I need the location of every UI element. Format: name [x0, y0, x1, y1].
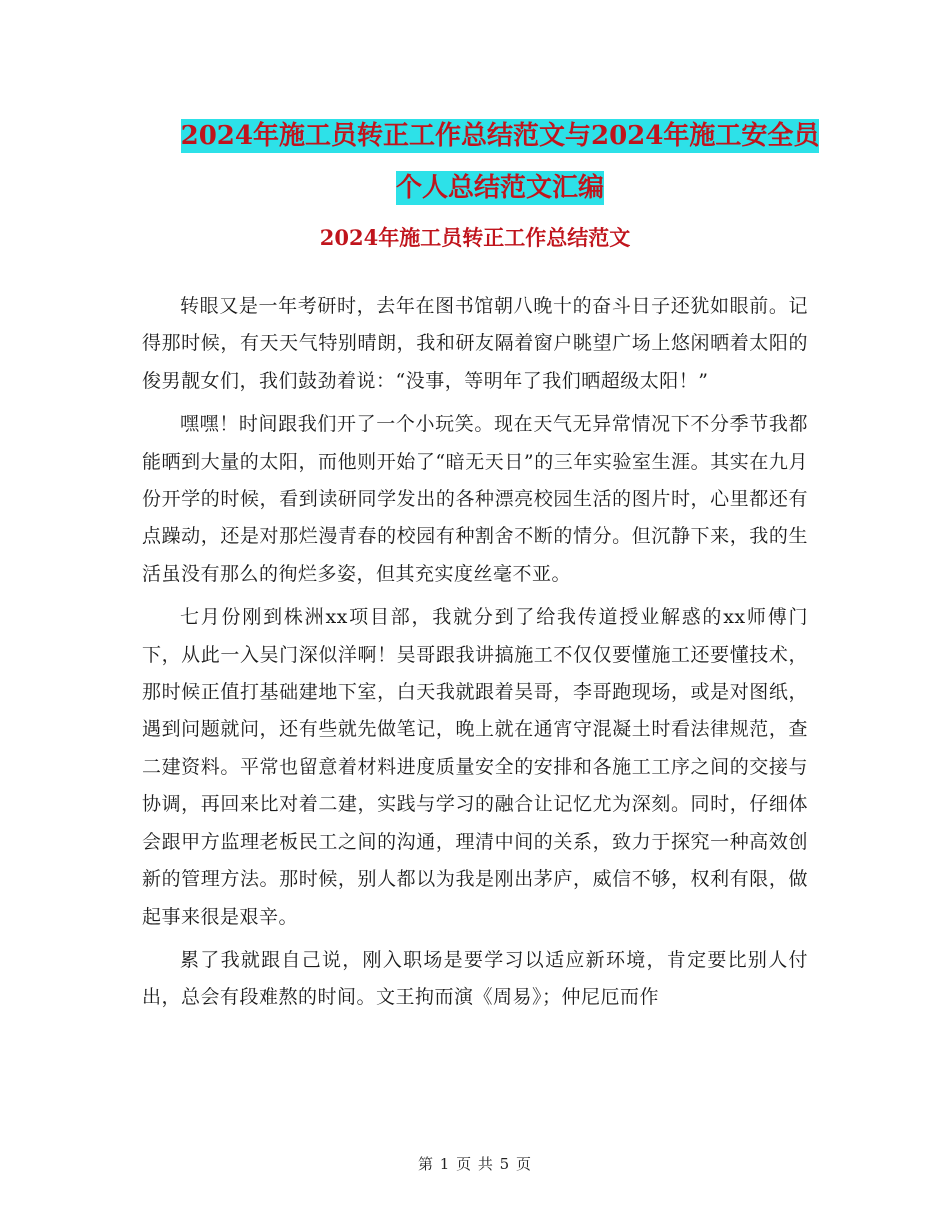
paragraph: 嘿嘿！时间跟我们开了一个小玩笑。现在天气无异常情况下不分季节我都能晒到大量的太阳，而他则开始了“暗无天日”的三年实验室生涯。其实在九月份开学的时候，看到读研同学发出的各种漂亮校园生活的图片时，心里都还有点躁动，还是对那烂漫青春的校园有种割舍不断的情分。但沉静下来，我的生活虽没有那么的徇烂多姿，但其充实度丝毫不亚。: [142, 413, 808, 585]
page-number-footer: 第 1 页 共 5 页: [418, 1155, 532, 1173]
paragraph: 七月份刚到株洲xx项目部，我就分到了给我传道授业解惑的xx师傅门下，从此一入吴门深似洋啊！吴哥跟我讲搞施工不仅仅要懂施工还要懂技术，那时候正值打基础建地下室，白天我就跟着吴哥，李哥跑现场，或是对图纸，遇到问题就问，还有些就先做笔记，晚上就在通宵守混凝土时看法律规范，查二建资料。平常也留意着材料进度质量安全的安排和各施工工序之间的交接与协调，再回来比对着二建，实践与学习的融合让记忆尤为深刻。同时，仔细体会跟甲方监理老板民工之间的沟通，理清中间的关系，致力于探究一种高效创新的管理方法。那时候，别人都以为我是刚出茅庐，威信不够，权利有限，做起事来很是艰辛。: [142, 606, 808, 928]
paragraph: 累了我就跟自己说，刚入职场是要学习以适应新环境，肯定要比别人付出，总会有段难熬的时间。文王拘而演《周易》；仲尼厄而作: [142, 948, 808, 1009]
paragraph: 转眼又是一年考研时，去年在图书馆朝八晚十的奋斗日子还犹如眼前。记得那时候，有天天气特别晴朗，我和研友隔着窗户眺望广场上悠闲晒着太阳的俊男靓女们，我们鼓劲着说：“没事，等明年了我们晒超级太阳！”: [142, 295, 808, 392]
title-line-1: 2024年施工员转正工作总结范文与2024年施工安全员: [180, 121, 820, 151]
title-line-2: 个人总结范文汇编: [395, 173, 604, 203]
document-title: [140, 110, 860, 214]
section-title: 2024年施工员转正工作总结范文: [319, 225, 631, 250]
body-text: [142, 288, 808, 1023]
